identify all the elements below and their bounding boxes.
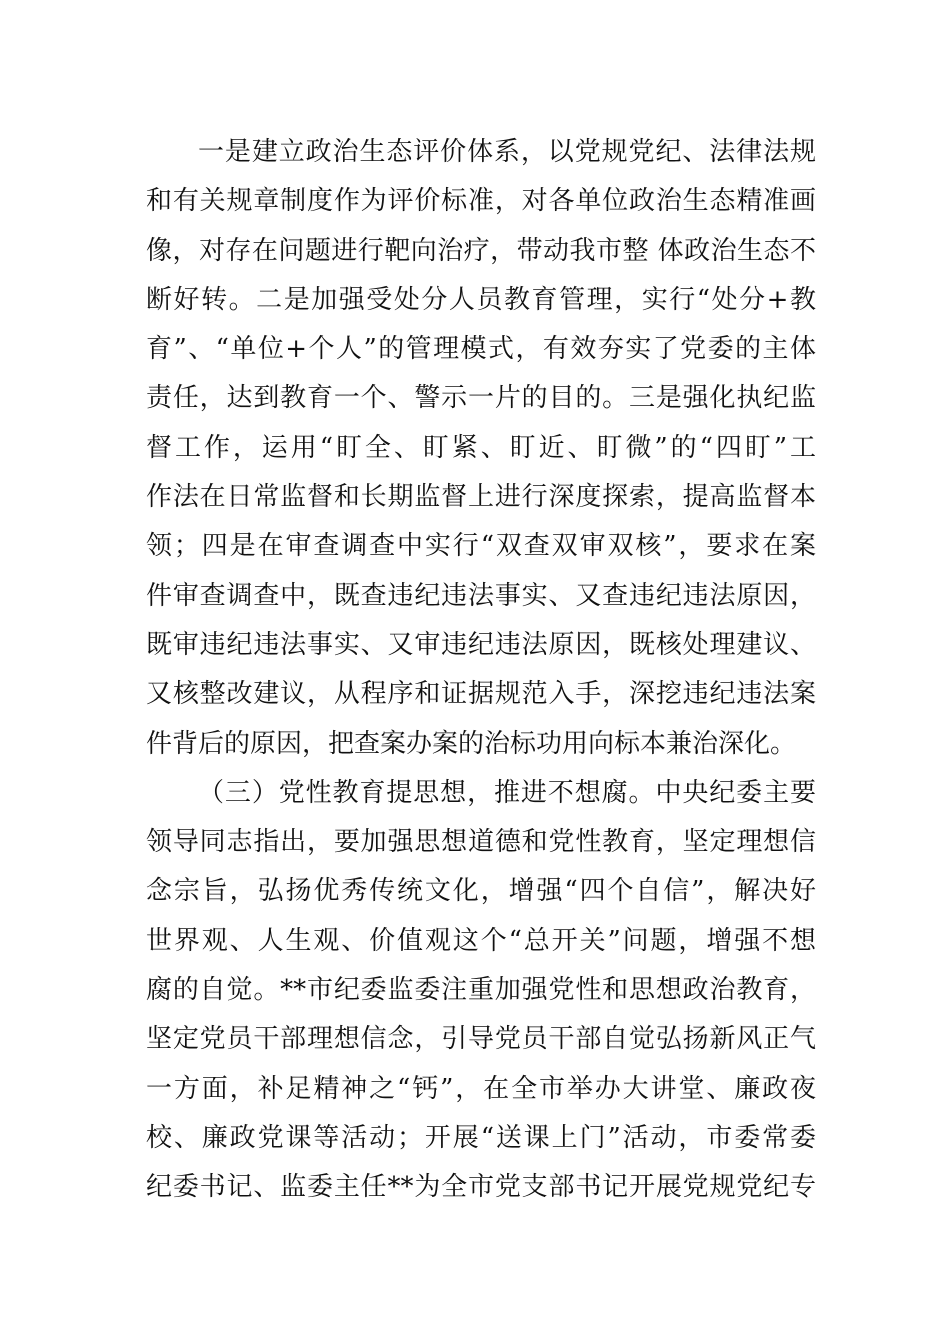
paragraph-line: 件审查调查中，既查违纪违法事实、又查违纪违法原因， xyxy=(146,580,816,611)
paragraph-line: 坚定党员干部理想信念，引导党员干部自觉弘扬新风正气 xyxy=(146,1024,816,1055)
paragraph-line: 校、廉政党课等活动；开展“送课上门”活动，市委常委 xyxy=(146,1122,816,1153)
paragraph-line: 又核整改建议，从程序和证据规范入手，深挖违纪违法案 xyxy=(146,679,816,710)
paragraph-line: 育”、“单位+个人”的管理模式，有效夯实了党委的主体 xyxy=(146,334,816,365)
paragraph-line: 念宗旨，弘扬优秀传统文化，增强“四个自信”，解决好 xyxy=(146,876,816,907)
paragraph-line: 领；四是在审查调查中实行“双查双审双核”，要求在案 xyxy=(146,531,816,562)
paragraph-line: 领导同志指出，要加强思想道德和党性教育，坚定理想信 xyxy=(146,827,816,858)
paragraph-line: 督工作，运用“盯全、盯紧、盯近、盯微”的“四盯”工 xyxy=(146,432,816,463)
paragraph-line: 像，对存在问题进行靶向治疗，带动我市整 体政治生态不 xyxy=(146,235,816,266)
paragraph-line: 责任，达到教育一个、警示一片的目的。三是强化执纪监 xyxy=(146,383,816,414)
paragraph-line: 纪委书记、监委主任**为全市党支部书记开展党规党纪专 xyxy=(146,1172,816,1203)
paragraph-line: 世界观、人生观、价值观这个“总开关”问题，增强不想 xyxy=(146,925,816,956)
paragraph-line: 和有关规章制度作为评价标准，对各单位政治生态精准画 xyxy=(146,186,816,217)
paragraph-line: 断好转。二是加强受处分人员教育管理，实行“处分+教 xyxy=(146,284,816,315)
paragraph-line: 作法在日常监督和长期监督上进行深度探索，提高监督本 xyxy=(146,482,816,513)
paragraph-line: 既审违纪违法事实、又审违纪违法原因，既核处理建议、 xyxy=(146,629,816,660)
body-text xyxy=(146,128,816,1213)
paragraph-line: 腐的自觉。**市纪委监委注重加强党性和思想政治教育， xyxy=(146,975,816,1006)
paragraph-line: 件背后的原因，把查案办案的治标功用向标本兼治深化。 xyxy=(146,728,797,759)
paragraph-line: 一是建立政治生态评价体系，以党规党纪、法律法规 xyxy=(198,137,816,167)
section-heading-line: （三）党性教育提思想，推进不想腐。中央纪委主要 xyxy=(198,777,816,808)
paragraph-line: 一方面，补足精神之“钙”，在全市举办大讲堂、廉政夜 xyxy=(146,1073,816,1104)
